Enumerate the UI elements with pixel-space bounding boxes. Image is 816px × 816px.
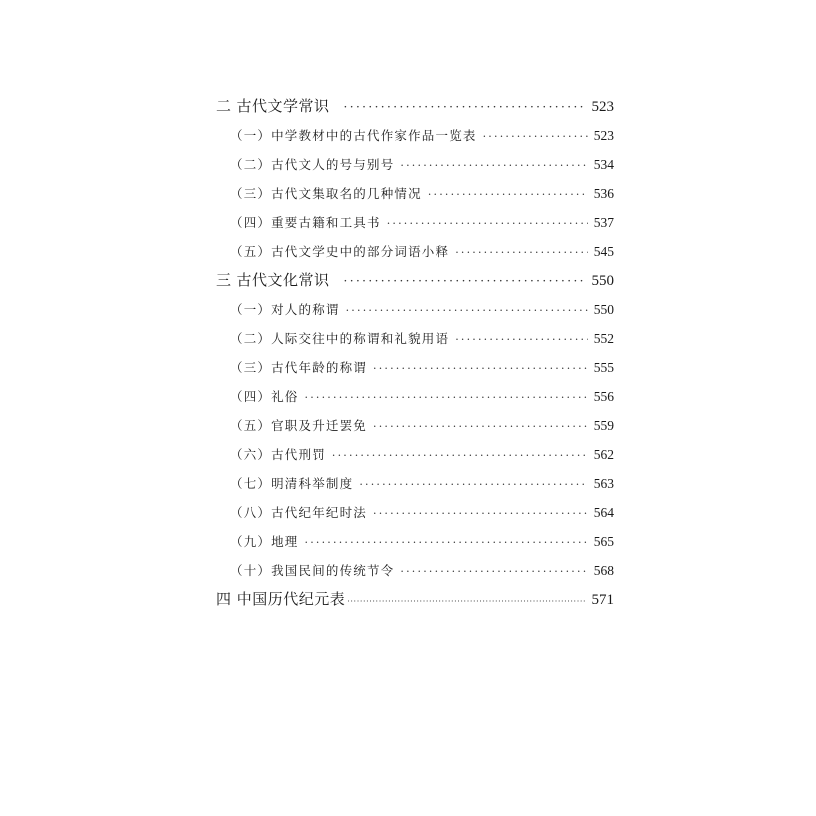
page-number: 562 — [593, 447, 614, 462]
toc-entry[interactable] — [216, 237, 614, 266]
dot-leader — [483, 122, 588, 150]
dot-leader — [428, 180, 588, 208]
entry-title: （七）明清科举制度 — [230, 476, 354, 491]
page-number: 536 — [593, 186, 614, 201]
page-number: 555 — [593, 360, 614, 375]
page-number: 556 — [593, 389, 614, 404]
toc-section-2[interactable] — [216, 92, 614, 121]
page-number: 571 — [591, 592, 614, 608]
entry-title: （十）我国民间的传统节令 — [230, 563, 395, 578]
entry-title: （三）古代年龄的称谓 — [230, 360, 368, 375]
section-title: 古代文学常识 — [236, 97, 330, 115]
entry-title: （九）地理 — [230, 534, 299, 549]
entry-title: （二）人际交往中的称谓和礼貌用语 — [230, 331, 450, 346]
entry-title: （三）古代文集取名的几种情况 — [230, 186, 422, 201]
entry-title: （六）古代刑罚 — [230, 447, 326, 462]
page-number: 537 — [593, 215, 614, 230]
page-number: 550 — [591, 273, 614, 289]
page-number: 563 — [593, 476, 614, 491]
dot-leader — [455, 238, 588, 266]
dot-leader — [387, 209, 588, 237]
dot-leader — [373, 354, 588, 382]
toc-section-4[interactable] — [216, 585, 614, 614]
page-number: 523 — [591, 99, 614, 115]
toc-entry[interactable] — [216, 324, 614, 353]
page-number: 552 — [593, 331, 614, 346]
dot-leader — [347, 587, 585, 614]
toc-entry[interactable] — [216, 556, 614, 585]
entry-title: （二）古代文人的号与别号 — [230, 157, 395, 172]
dot-leader — [332, 441, 588, 469]
dot-leader — [400, 557, 587, 585]
page-number: 559 — [593, 418, 614, 433]
entry-title: （一）对人的称谓 — [230, 302, 340, 317]
entry-title: （一）中学教材中的古代作家作品一览表 — [230, 128, 477, 143]
section-title: 中国历代纪元表 — [236, 590, 346, 608]
toc-entry[interactable] — [216, 498, 614, 527]
toc-entry[interactable] — [216, 179, 614, 208]
dot-leader — [373, 412, 588, 440]
dot-leader — [346, 296, 588, 324]
dot-leader — [305, 528, 588, 556]
page-number: 564 — [593, 505, 614, 520]
entry-title: （四）礼俗 — [230, 389, 299, 404]
section-title: 古代文化常识 — [236, 271, 330, 289]
toc-entry[interactable] — [216, 382, 614, 411]
dot-leader — [305, 383, 588, 411]
entry-title: （四）重要古籍和工具书 — [230, 215, 381, 230]
page-number: 545 — [593, 244, 614, 259]
section-number: 三 — [216, 271, 232, 289]
section-number: 四 — [216, 590, 232, 608]
toc-entry[interactable] — [216, 208, 614, 237]
dot-leader — [455, 325, 588, 353]
page-number: 534 — [593, 157, 614, 172]
section-number: 二 — [216, 97, 232, 115]
dot-leader — [359, 470, 587, 498]
page-number: 550 — [593, 302, 614, 317]
page-number: 568 — [593, 563, 614, 578]
entry-title: （八）古代纪年纪时法 — [230, 505, 368, 520]
dot-leader — [373, 499, 588, 527]
toc-entry[interactable] — [216, 527, 614, 556]
page-number: 565 — [593, 534, 614, 549]
toc-entry[interactable] — [216, 150, 614, 179]
toc-section-3[interactable] — [216, 266, 614, 295]
dot-leader — [400, 151, 587, 179]
toc-entry[interactable] — [216, 411, 614, 440]
toc-entry[interactable] — [216, 469, 614, 498]
entry-title: （五）官职及升迁罢免 — [230, 418, 368, 433]
dot-leader — [344, 93, 586, 121]
dot-leader — [344, 267, 586, 295]
entry-title: （五）古代文学史中的部分词语小释 — [230, 244, 450, 259]
toc-entry[interactable] — [216, 440, 614, 469]
toc-entry[interactable] — [216, 353, 614, 382]
toc-entry[interactable] — [216, 121, 614, 150]
table-of-contents — [216, 92, 614, 614]
toc-entry[interactable] — [216, 295, 614, 324]
page-number: 523 — [593, 128, 614, 143]
